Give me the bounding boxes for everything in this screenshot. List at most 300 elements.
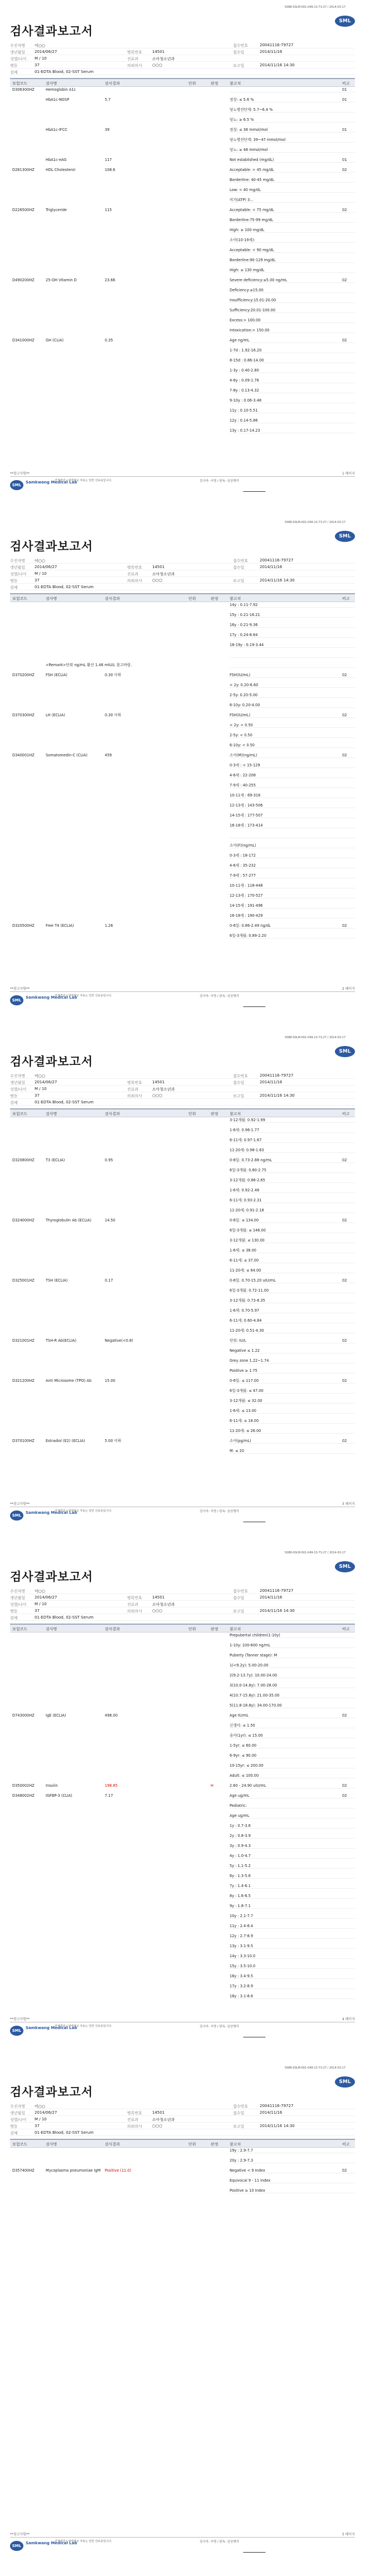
reference-range: 9-10y : 0.06-3.48: [230, 398, 262, 403]
reference-range: 11-20세: 0.98-1.63: [230, 1148, 264, 1152]
table-header: [10, 593, 355, 602]
field-label: 병동: [10, 2124, 18, 2129]
signature-mark: [243, 485, 267, 492]
field-value: 37: [35, 578, 40, 583]
table-row: [10, 893, 355, 898]
field-label: 성별/나이: [10, 1602, 27, 1607]
field-value: 14501: [152, 2110, 165, 2115]
column-header-note: 비고: [342, 1112, 350, 1116]
field-label: 수진자명: [10, 43, 26, 48]
row-divider: [230, 1858, 355, 1859]
reference-range: 15y : 0.21-16.21: [230, 613, 260, 617]
row-divider: [230, 182, 355, 183]
table-row: [10, 1368, 355, 1373]
reference-range: 1(<9.2y): 5.00-20.00: [230, 1663, 269, 1668]
row-divider: [230, 747, 355, 748]
test-name: Estradiol (E2) (ECLIA): [46, 1439, 85, 1443]
patient-info-row: [10, 570, 355, 577]
row-divider: [230, 1443, 355, 1444]
table-row: [10, 1168, 355, 1173]
remark-code: 02: [342, 208, 347, 212]
table-row: [10, 823, 355, 828]
field-value: 01-EDTA Blood, 02-SST Serum: [35, 1615, 94, 1620]
table-row: [10, 198, 355, 203]
column-header-result: 검사결과: [105, 81, 120, 86]
table-row: [10, 763, 355, 768]
patient-info-row: [10, 2123, 355, 2129]
table-row: [10, 1713, 355, 1718]
field-label: 수진자명: [10, 1074, 26, 1078]
row-divider: [230, 1958, 355, 1959]
reference-range: 1-6세: 0.70-5.97: [230, 1308, 260, 1313]
reference-range: 12-13세 : 143-506: [230, 803, 263, 808]
column-header-result: 검사결과: [105, 2142, 120, 2147]
document-code: 5088-00LM-001-049-13-73-27 / 2014-03-17: [284, 6, 345, 9]
table-row: [10, 1288, 355, 1293]
reference-range: 당뇨: ≥ 6.5 %: [230, 118, 254, 122]
field-label: 병동: [10, 579, 18, 583]
page-title: 검사결과보고서: [10, 2085, 94, 2099]
table-row: [10, 2178, 355, 2183]
row-divider: [230, 1182, 355, 1183]
table-row: [10, 1328, 355, 1333]
reference-range: 6-11세: 0.97-1.67: [230, 1138, 262, 1142]
table-row: [10, 1429, 355, 1434]
test-code: D357400HZ: [12, 2168, 35, 2173]
table-row: [10, 1934, 355, 1939]
reference-range: 0-3세 : 18-172: [230, 853, 256, 858]
table-row: [10, 833, 355, 838]
remark-code: 02: [342, 1278, 347, 1283]
signature-mark: [243, 2030, 267, 2037]
document-code: 5088-00LM-001-049-13-73-27 / 2014-03-17: [284, 1551, 345, 1555]
field-value: 01-EDTA Blood, 02-SST Serum: [35, 70, 94, 74]
remark-code: 02: [342, 1218, 347, 1223]
patient-info: [10, 1072, 355, 1106]
table-row: [10, 663, 355, 668]
remark-code: 02: [342, 923, 347, 928]
reference-range: 1-6세: ≤ 13.00: [230, 1409, 256, 1413]
field-value: 소아청소년과: [152, 1087, 175, 1092]
table-row: [10, 128, 355, 133]
row-divider: [230, 707, 355, 708]
field-label: 접수일: [233, 1081, 245, 1085]
reference-range: 소아(10-19세):: [230, 238, 255, 242]
field-value: ○○○: [152, 2124, 163, 2128]
table-row: [10, 1298, 355, 1303]
reference-range: 13y : 0.17-14.23: [230, 428, 260, 433]
table-row: [10, 218, 355, 223]
table-row: [10, 853, 355, 858]
table-row: [10, 418, 355, 423]
reference-range: Acceptable: > 45 mg/dL: [230, 168, 274, 172]
remark-code: 02: [342, 1713, 347, 1718]
test-code: D306300HZ: [12, 87, 35, 92]
footer-org-name: Samkwang Medical Lab: [26, 480, 77, 485]
column-header-unit: 단위: [188, 2142, 196, 2147]
table-row: [10, 743, 355, 748]
field-value: 2014/11/16 14:30: [260, 63, 295, 67]
table-row: [10, 158, 355, 163]
table-row: [10, 693, 355, 698]
test-name: GH (CLIA): [46, 338, 64, 343]
reference-range: 19y : 2.9-7.7: [230, 2148, 254, 2153]
column-header-code: 보험코드: [12, 1627, 28, 1631]
patient-info-row: [10, 1601, 355, 1607]
reference-range: 0-6일: ≤ 134.00: [230, 1218, 259, 1223]
page-title: 검사결과보고서: [10, 1055, 94, 1068]
row-divider: [230, 1908, 355, 1909]
test-result: 0.35: [105, 338, 113, 343]
reference-range: Deficiency:≤15.00: [230, 288, 264, 292]
reference-range: 3-12개월: ≤ 130.00: [230, 1238, 265, 1243]
row-divider: [230, 727, 355, 728]
reference-range: FSH(IU/mL): [230, 673, 251, 677]
patient-info-row: [10, 1614, 355, 1621]
column-header-unit: 단위: [188, 597, 196, 601]
row-divider: [230, 292, 355, 293]
reference-range: 0-6일: 0.70-15.20 uIU/mL: [230, 1278, 276, 1283]
notes-label: **참고사항**: [10, 987, 30, 991]
notes-label: **참고사항**: [10, 1502, 30, 1506]
table-row: [10, 1814, 355, 1819]
row-divider: [230, 302, 355, 303]
row-divider: [230, 1998, 355, 1999]
test-code: D370200HZ: [12, 673, 35, 677]
table-row: [10, 1974, 355, 1979]
reference-range: 3y : 0.9-4.3: [230, 1844, 251, 1848]
table-header: [10, 78, 355, 87]
field-value: M / 10: [35, 2117, 47, 2122]
row-divider: [230, 142, 355, 143]
patient-info-row: [10, 564, 355, 570]
footer-signature-label: 검사자: 서명 / 판독: 임상병리: [199, 2025, 239, 2028]
field-label: 검체: [10, 1101, 18, 1105]
row-divider: [230, 272, 355, 273]
reference-range: Pediatric:: [230, 1803, 247, 1808]
reference-range: 비가(ATP) 3...: [230, 198, 254, 202]
table-row: [10, 613, 355, 618]
remark-code: 02: [342, 1439, 347, 1443]
row-divider: [230, 1142, 355, 1143]
report-page: [0, 1030, 365, 1546]
reference-range: 11-20세: ≤ 26.00: [230, 1429, 261, 1433]
table-row: [10, 1733, 355, 1738]
page-number: 1 페이지: [342, 472, 355, 476]
signature-mark: [243, 2545, 267, 2553]
reference-range: 10-11세 : 118-448: [230, 883, 263, 888]
column-header-code: 보험코드: [12, 597, 28, 601]
table-row: [10, 1338, 355, 1343]
row-divider: [230, 1172, 355, 1173]
patient-info-row: [10, 69, 355, 75]
patient-info: [10, 1587, 355, 1621]
field-label: 의뢰의사: [127, 63, 143, 68]
table-row: [10, 1894, 355, 1899]
reference-range: 6일-3개월: ≤ 146.00: [230, 1228, 266, 1233]
table-row: [10, 178, 355, 183]
reference-range: 6-9yr: ≤ 90.00: [230, 1753, 257, 1758]
reference-range: 정상: ≤ 38 mmol/mol: [230, 128, 268, 132]
table-row: [10, 268, 355, 273]
table-row: [10, 1924, 355, 1929]
test-result: 115: [105, 208, 112, 212]
reference-range: 당뇨: ≥ 48 mmol/mol: [230, 148, 268, 152]
footer-disclaimer: 전체결과 / 생체정보 자료는 일반 진료용입니다.: [55, 479, 112, 482]
column-header-ref: 참고치: [230, 1627, 241, 1631]
row-divider: [230, 1122, 355, 1123]
patient-info-row: [10, 2109, 355, 2116]
notes-label: **참고사항**: [10, 472, 30, 476]
row-divider: [230, 1453, 355, 1454]
row-divider: [230, 1918, 355, 1919]
reference-range: 9y : 1.8-7.1: [230, 1904, 251, 1908]
reference-range: 10-15yr: ≤ 200.00: [230, 1763, 264, 1768]
table-row: [10, 1904, 355, 1909]
reference-range: 6-11세: 0.60-4.84: [230, 1318, 262, 1323]
table-row: [10, 358, 355, 363]
table-row: [10, 1128, 355, 1133]
table-row: [10, 753, 355, 758]
test-code: D350002HZ: [12, 1783, 35, 1788]
reference-range: Equivocal 9 - 11 Index: [230, 2178, 271, 2183]
row-divider: [230, 1423, 355, 1424]
table-row: [10, 1439, 355, 1444]
test-result: 15.00: [105, 1379, 115, 1383]
table-row: [10, 1409, 355, 1414]
footer-disclaimer: 전체결과 / 생체정보 자료는 일반 진료용입니다.: [55, 2025, 112, 2028]
field-value: 37: [35, 1093, 40, 1098]
test-name: Hemoglobin A1c: [46, 87, 76, 92]
patient-info-row: [10, 2129, 355, 2136]
field-value: 2014/11/16: [260, 1595, 283, 1600]
field-label: 보고일: [233, 1609, 245, 1614]
table-row: [10, 1158, 355, 1163]
patient-info-row: [10, 42, 355, 48]
test-name: HDL Cholesterol: [46, 168, 76, 172]
field-value: ○○○: [152, 578, 163, 583]
patient-info-row: [10, 1594, 355, 1601]
page-number: 2 페이지: [342, 987, 355, 991]
reference-range: 소아(M)(ng/mL): [230, 753, 257, 757]
reference-range: 0-6일: ≤ 117.00: [230, 1379, 259, 1383]
field-value: 2014/06/27: [35, 565, 57, 569]
footer-org-name: Samkwang Medical Lab: [26, 1511, 77, 1515]
reference-range: 6y : 1.3-5.6: [230, 1874, 251, 1878]
test-name: HbA1c-IFCC: [46, 128, 67, 132]
column-header-item: 검사명: [46, 597, 57, 601]
test-name: TSH (ECLIA): [46, 1278, 68, 1283]
reference-range: 4-6세 : 35-232: [230, 863, 256, 868]
reference-range: Not established (mg/dL): [230, 158, 274, 162]
field-value: 소아청소년과: [152, 1602, 175, 1607]
column-header-unit: 단위: [188, 1627, 196, 1631]
field-value: 01-EDTA Blood, 02-SST Serum: [35, 585, 94, 589]
test-result: 459: [105, 753, 112, 757]
field-value: 2014/11/16: [260, 1080, 283, 1084]
field-value: M / 10: [35, 56, 47, 61]
table-row: [10, 1278, 355, 1283]
test-result: 0.95: [105, 1158, 113, 1162]
row-divider: [230, 717, 355, 718]
remark-code: 02: [342, 1783, 347, 1788]
reference-range: 1-6세: 0.92-2.48: [230, 1188, 260, 1192]
field-value: 이○○: [35, 1074, 45, 1078]
reference-range: 6일-3개월: 0.89-2.20: [230, 933, 266, 938]
reference-range: Positive ≥ 10 Index: [230, 2188, 265, 2193]
reference-range: 3-12개월: 0.92-1.99: [230, 1118, 265, 1122]
row-divider: [230, 757, 355, 758]
patient-info-row: [10, 1607, 355, 1614]
field-label: 병록번호: [127, 1596, 143, 1600]
reference-range: Low: < 40 mg/dL: [230, 188, 261, 192]
reference-range: Acceptable: < 75 mg/dL: [230, 208, 274, 212]
reference-range: 8y : 1.6-6.5: [230, 1894, 251, 1898]
reference-range: Prepubertal children(1-10y): [230, 1633, 280, 1638]
table-row: [10, 107, 355, 113]
reference-range: 2.60 - 24.90 uIU/mL: [230, 1783, 266, 1788]
table-row: [10, 258, 355, 263]
field-label: 성별/나이: [10, 57, 27, 61]
reference-range: 4y : 1.0-4.7: [230, 1854, 251, 1858]
row-divider: [230, 152, 355, 153]
reference-range: 11-20세: ≤ 64.00: [230, 1268, 261, 1273]
test-name: <Remark>단위 ng/mL 환산 1.46 mIU/L 참고바람.: [46, 663, 132, 667]
table-row: [10, 1994, 355, 1999]
reference-range: 16-18세 : 173-414: [230, 823, 263, 828]
row-divider: [230, 1888, 355, 1889]
reference-range: 15y : 3.5-10.0: [230, 1964, 256, 1968]
row-divider: [230, 677, 355, 678]
document-code: 5088-00LM-001-049-13-73-27 / 2014-03-17: [284, 521, 345, 524]
field-value: 20041116-79727: [260, 1073, 294, 1078]
table-row: [10, 2158, 355, 2163]
reference-range: 소아(pg/mL): [230, 1439, 251, 1443]
reference-range: Negative < 9 Index: [230, 2168, 265, 2173]
table-row: [10, 1148, 355, 1153]
row-divider: [230, 1848, 355, 1849]
table-row: [10, 298, 355, 303]
field-label: 보고일: [233, 1094, 245, 1098]
table-row: [10, 1218, 355, 1223]
reference-range: 7-9세 : 40-255: [230, 783, 256, 788]
reference-range: Adult: ≤ 100.00: [230, 1773, 259, 1778]
field-value: 01-EDTA Blood, 02-SST Serum: [35, 2130, 94, 2135]
reference-range: 3(10.0-14.8y): 7.00-28.00: [230, 1683, 278, 1688]
reference-range: 당뇨병전단계: 39~47 mmol/mol: [230, 138, 286, 142]
reference-range: 10-11세 : 69-316: [230, 793, 261, 798]
reference-range: 1-3y : 0.40-2.80: [230, 368, 259, 373]
field-value: 2014/06/27: [35, 1595, 57, 1600]
test-name: Free T4 (ECLIA): [46, 923, 74, 928]
row-divider: [230, 172, 355, 173]
field-value: 소아청소년과: [152, 57, 175, 61]
table-row: [10, 1824, 355, 1829]
test-name: TSH-R Ab(ECLIA): [46, 1338, 76, 1343]
patient-info-row: [10, 55, 355, 62]
row-divider: [230, 1152, 355, 1153]
field-label: 진료과: [127, 1602, 139, 1607]
table-row: [10, 1389, 355, 1394]
reference-range: Intoxication:> 150.00: [230, 328, 270, 333]
table-row: [10, 1449, 355, 1454]
table-row: [10, 1138, 355, 1143]
page-footer: [10, 2537, 355, 2560]
row-divider: [230, 1838, 355, 1839]
remark-code: 01: [342, 158, 347, 162]
field-value: 이○○: [35, 1589, 45, 1593]
test-result: 7.17: [105, 1793, 113, 1798]
reference-range: 6-11세: 0.93-2.31: [230, 1198, 262, 1203]
field-label: 접수일: [233, 50, 245, 55]
report-page: [0, 0, 365, 515]
table-row: [10, 1178, 355, 1183]
row-divider: [230, 1818, 355, 1819]
test-name: Mycoplasma pneumoniae IgM: [46, 2168, 101, 2173]
page-title: 검사결과보고서: [10, 540, 94, 553]
table-row: [10, 1643, 355, 1648]
field-label: 진료과: [127, 1087, 139, 1092]
page-footer: [10, 476, 355, 499]
field-label: 병동: [10, 1609, 18, 1614]
table-row: [10, 328, 355, 333]
field-value: M / 10: [35, 1602, 47, 1606]
footer-org-name: Samkwang Medical Lab: [26, 2026, 77, 2030]
patient-info-row: [10, 1072, 355, 1079]
row-divider: [230, 242, 355, 243]
table-row: [10, 1703, 355, 1708]
reference-range: 17y : 3.2-8.9: [230, 1984, 254, 1988]
row-divider: [230, 132, 355, 133]
footer-disclaimer: 전체결과 / 생체정보 자료는 일반 진료용입니다.: [55, 994, 112, 998]
reference-range: Age ug/mL: [230, 1814, 250, 1818]
notes-label: **참고사항**: [10, 2533, 30, 2536]
field-label: 생년월일: [10, 1596, 26, 1600]
table-row: [10, 1208, 355, 1213]
reference-range: 7y : 1.4-6.1: [230, 1884, 251, 1888]
test-name: T3 (ECLIA): [46, 1158, 65, 1162]
field-value: 37: [35, 1609, 40, 1613]
reference-range: 1y : 0.7-3.6: [230, 1824, 251, 1828]
field-value: 2014/11/16: [260, 2110, 283, 2115]
lab-logo: SML: [335, 1561, 355, 1572]
reference-range: Acceptable: < 90 mg/dL: [230, 248, 274, 252]
field-value: 2014/06/27: [35, 2110, 57, 2115]
table-row: [10, 168, 355, 173]
reference-range: 17y : 0.24-8.64: [230, 633, 258, 637]
reference-range: FSH(IU/mL): [230, 713, 251, 717]
table-row: [10, 803, 355, 808]
field-label: 생년월일: [10, 565, 26, 570]
table-row: [10, 97, 355, 102]
table-row: [10, 368, 355, 373]
field-label: 접수번호: [233, 559, 249, 563]
table-row: [10, 1379, 355, 1384]
table-row: [10, 783, 355, 788]
notes-label: **참고사항**: [10, 2017, 30, 2021]
reference-range: 4-6세 : 22-208: [230, 773, 256, 778]
abnormal-flag: H: [211, 1783, 213, 1788]
reference-range: 14y : 0.11-7.92: [230, 603, 258, 607]
row-divider: [230, 617, 355, 618]
field-value: 이○○: [35, 559, 45, 563]
row-divider: [230, 232, 355, 233]
test-result: 117: [105, 158, 112, 162]
table-row: [10, 1783, 355, 1788]
remark-code: 02: [342, 2168, 347, 2173]
reference-range: 1-6세: ≤ 38.00: [230, 1248, 256, 1253]
table-header: [10, 2139, 355, 2148]
